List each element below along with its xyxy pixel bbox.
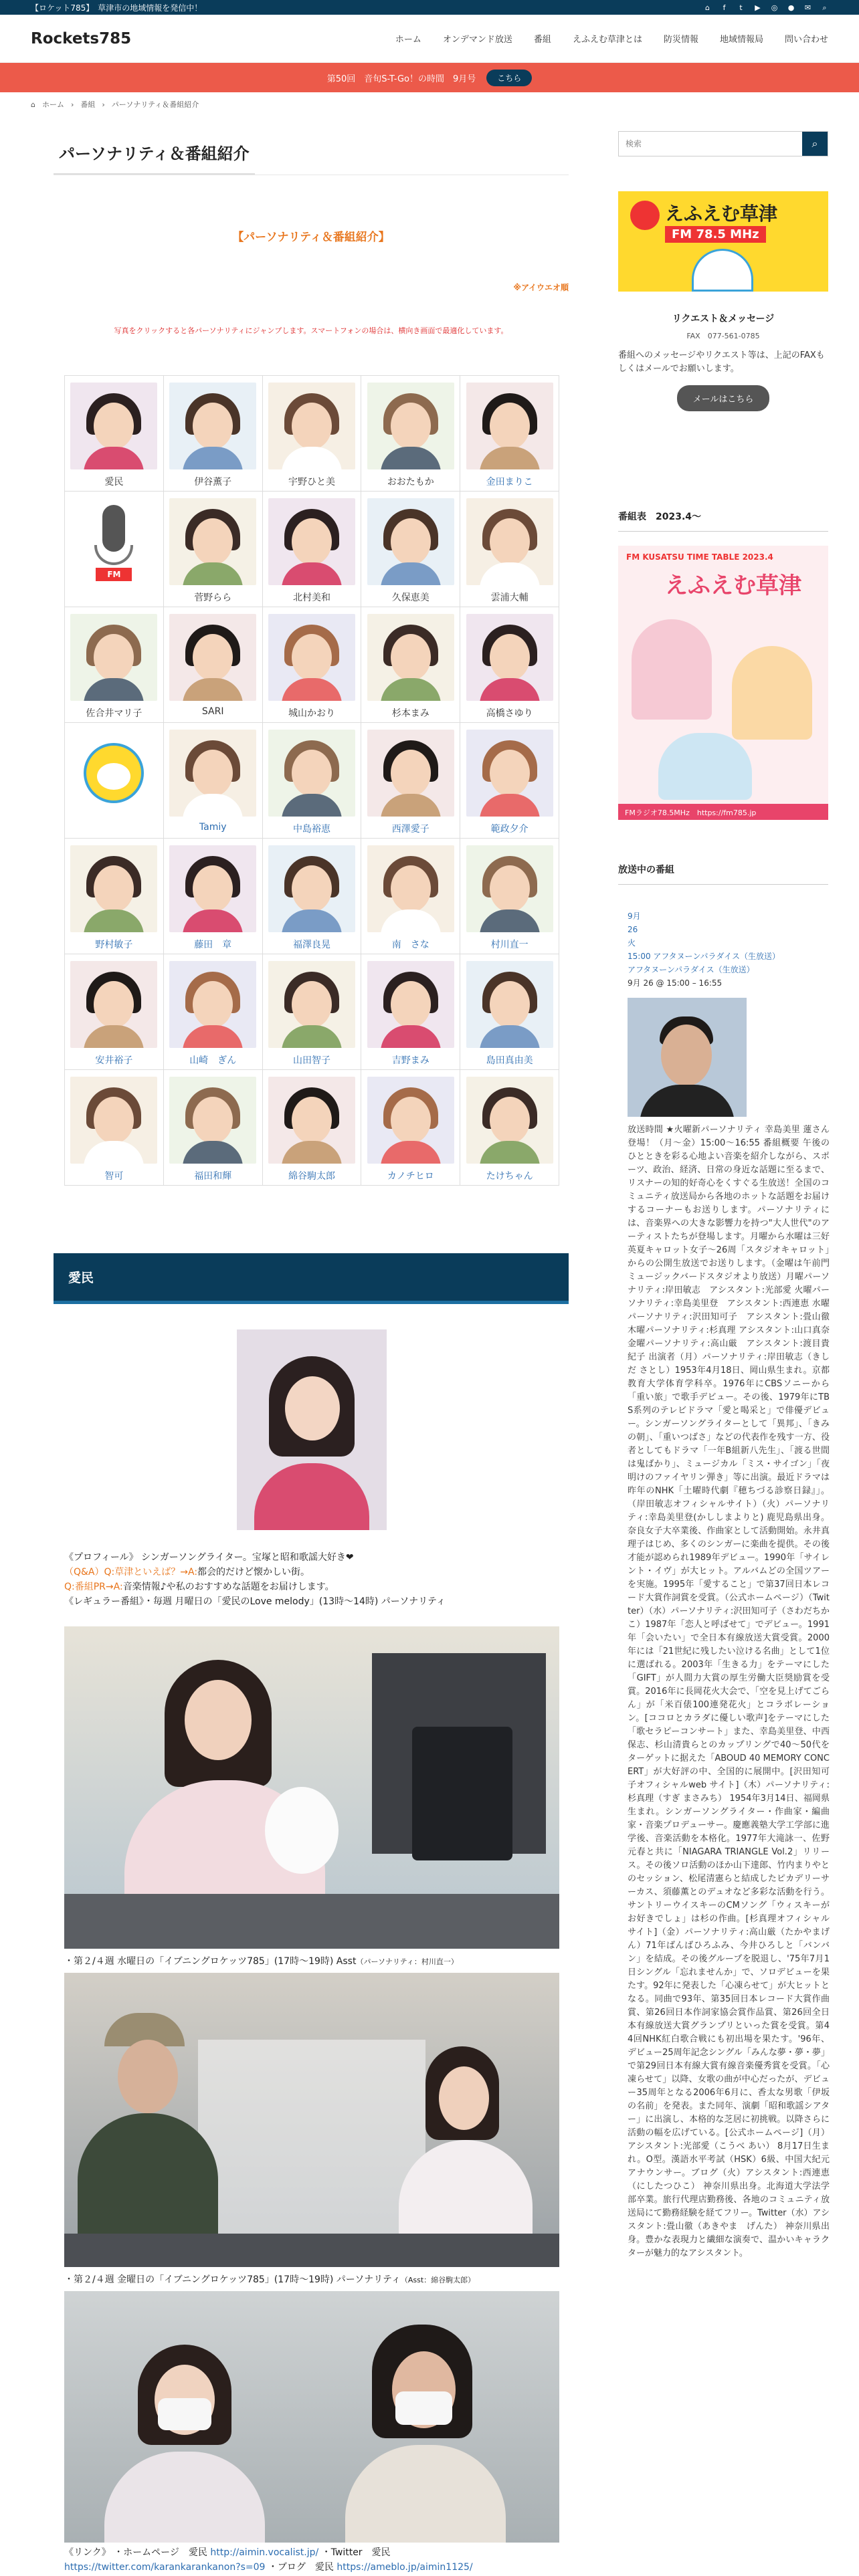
search-box	[618, 131, 828, 156]
personality-photo[interactable]	[70, 383, 157, 469]
personality-photo[interactable]	[466, 1077, 553, 1164]
personality-photo[interactable]	[268, 383, 355, 469]
personality-card[interactable]	[65, 1070, 164, 1186]
line-icon[interactable]: ●	[787, 3, 795, 12]
personality-photo[interactable]	[268, 845, 355, 932]
personality-card[interactable]	[65, 607, 164, 723]
personality-card[interactable]	[262, 492, 361, 607]
personality-photo[interactable]	[268, 498, 355, 585]
studio-photo-1	[64, 1626, 559, 1949]
personality-card[interactable]	[262, 1070, 361, 1186]
personality-card[interactable]	[65, 376, 164, 492]
personality-name[interactable]: 野村敏子	[95, 940, 133, 950]
personality-name[interactable]: 高橋さゆり	[486, 708, 533, 719]
onair-program-link[interactable]: 15:00 アフタヌーンパラダイス（生放送）	[628, 952, 780, 961]
personality-card[interactable]	[460, 376, 559, 492]
notice-text: 第50回 音旬S-T-Go！の時間 9月号	[326, 74, 476, 84]
profile-qa: （Q&A）Q:草津といえば？→A:都会的だけど懐かしい街。	[64, 1567, 310, 1578]
banner-frequency: FM 78.5 MHz	[665, 226, 766, 243]
personality-card[interactable]	[262, 723, 361, 839]
personality-photo[interactable]	[70, 1077, 157, 1164]
personality-row	[65, 376, 559, 492]
home-icon: ⌂	[31, 100, 35, 109]
mascot-icon	[692, 249, 753, 292]
onair-time: 9月 26 @ 15:00 – 16:55	[628, 978, 723, 988]
personality-name[interactable]: 山崎 ぎん	[189, 1055, 237, 1066]
personality-photo[interactable]	[268, 961, 355, 1048]
personality-name[interactable]: 久保恵美	[391, 593, 430, 603]
personality-row	[65, 954, 559, 1070]
personality-card[interactable]	[361, 723, 460, 839]
main-nav	[395, 32, 828, 45]
personality-name[interactable]: 智可	[104, 1171, 124, 1182]
personality-card[interactable]	[361, 376, 460, 492]
personality-name[interactable]: 中島裕恵	[292, 824, 330, 835]
personality-card[interactable]	[460, 954, 559, 1070]
banner-title: えふえむ草津	[665, 203, 778, 225]
personality-photo[interactable]	[367, 614, 454, 701]
personality-card[interactable]	[163, 954, 262, 1070]
personality-card[interactable]	[361, 492, 460, 607]
schedule-image[interactable]	[618, 546, 828, 820]
onair-widget	[618, 863, 828, 885]
personality-card[interactable]	[163, 492, 262, 607]
nav-about[interactable]: えふえむ草津とは	[572, 35, 642, 45]
personality-row	[65, 723, 559, 839]
twitter-link[interactable]: https://twitter.com/karankarankanon?s=09	[64, 2562, 266, 2573]
personality-photo[interactable]	[70, 961, 157, 1048]
personality-photo[interactable]	[367, 961, 454, 1048]
search-input[interactable]	[619, 132, 802, 156]
nav-contact[interactable]: 問い合わせ	[784, 35, 828, 45]
personality-photo[interactable]	[367, 730, 454, 817]
personality-name[interactable]: 宇野ひと美	[288, 477, 335, 488]
home-icon[interactable]: ⌂	[705, 3, 710, 12]
sidebar	[618, 131, 830, 2258]
schedule-name: えふえむ草津	[665, 572, 801, 599]
breadcrumb	[31, 99, 199, 110]
onair-day: 26	[628, 925, 638, 934]
personality-name[interactable]: 城山かおり	[288, 708, 335, 719]
personality-photo[interactable]	[367, 845, 454, 932]
personality-name[interactable]: 佐合井マリ子	[86, 708, 142, 719]
search-icon[interactable]: ⌕	[822, 3, 827, 12]
instagram-icon[interactable]: ◎	[771, 3, 778, 12]
personality-card[interactable]	[361, 607, 460, 723]
personality-photo[interactable]	[367, 1077, 454, 1164]
homepage-link[interactable]: http://aimin.vocalist.jp/	[210, 2547, 319, 2558]
onair-photo	[628, 998, 747, 1117]
onair-weekday: 火	[628, 938, 636, 948]
personality-card[interactable]	[163, 607, 262, 723]
search-button[interactable]	[802, 132, 828, 156]
personality-photo[interactable]	[466, 961, 553, 1048]
breadcrumb-programs[interactable]: 番組	[80, 100, 96, 109]
personality-photo[interactable]	[466, 614, 553, 701]
personality-row	[65, 1070, 559, 1186]
personality-photo[interactable]	[268, 614, 355, 701]
personality-card[interactable]	[163, 839, 262, 954]
topbar	[0, 0, 859, 15]
personality-photo[interactable]	[169, 383, 256, 469]
personality-photo[interactable]	[466, 730, 553, 817]
personality-card[interactable]	[262, 607, 361, 723]
profile-intro	[64, 1550, 559, 1609]
studio-photo-3	[64, 2291, 559, 2543]
personality-row	[65, 839, 559, 954]
personality-card[interactable]	[65, 723, 164, 839]
personality-card[interactable]	[361, 839, 460, 954]
chevron-right-icon: ›	[102, 100, 105, 109]
personality-name[interactable]: 雲浦大輔	[490, 593, 529, 603]
personality-name[interactable]: 伊谷薫子	[194, 477, 232, 488]
personality-photo[interactable]	[70, 845, 157, 932]
personality-photo[interactable]	[466, 383, 553, 469]
microphone-icon[interactable]: FM	[70, 498, 157, 585]
personality-name[interactable]: 島田真由美	[486, 1055, 533, 1066]
personality-name[interactable]: 南 さな	[391, 940, 430, 950]
page-title-wrap	[54, 131, 569, 175]
request-text: 番組へのメッセージやリクエスト等は、上記のFAXもしくはメールでお願いします。	[618, 350, 825, 374]
station-logo-icon	[630, 201, 660, 230]
nav-programs[interactable]: 番組	[533, 35, 551, 45]
schedule-widget	[618, 510, 828, 532]
onair-title: 放送中の番組	[618, 863, 828, 885]
personality-photo[interactable]	[466, 498, 553, 585]
personality-name[interactable]: 北村美和	[292, 593, 330, 603]
personality-card[interactable]	[460, 492, 559, 607]
personality-name[interactable]: 愛民	[104, 477, 124, 488]
personality-photo[interactable]	[169, 498, 256, 585]
personality-card[interactable]	[361, 954, 460, 1070]
personality-card[interactable]	[163, 1070, 262, 1186]
personality-card[interactable]	[65, 954, 164, 1070]
personality-photo[interactable]	[466, 845, 553, 932]
nav-home[interactable]: ホーム	[395, 35, 421, 45]
mail-icon[interactable]: ✉	[804, 3, 812, 12]
station-banner[interactable]	[618, 191, 828, 292]
personality-name[interactable]: カノチヒロ	[387, 1171, 434, 1182]
profile-pr: Q:番組PR→A:音楽情報♪や私のおすすめな話題をお届けします。	[64, 1582, 335, 1592]
personality-card[interactable]	[163, 723, 262, 839]
personality-name[interactable]: 金田まりこ	[486, 477, 533, 488]
blog-link[interactable]: https://ameblo.jp/aimin1125/	[337, 2562, 473, 2573]
personality-photo[interactable]	[268, 730, 355, 817]
personality-photo[interactable]	[169, 614, 256, 701]
personality-card[interactable]	[65, 492, 164, 607]
personality-name[interactable]: Tamiy	[199, 822, 227, 833]
profile-section-title: 愛民	[54, 1253, 569, 1304]
personality-photo[interactable]	[367, 383, 454, 469]
personality-card[interactable]	[262, 954, 361, 1070]
personality-name[interactable]: 山田智子	[292, 1055, 330, 1066]
personality-photo[interactable]	[268, 1077, 355, 1164]
schedule-footer: FMラジオ78.5MHz https://fm785.jp	[618, 804, 828, 820]
personality-card[interactable]	[361, 1070, 460, 1186]
caption-1: ・第２/４週 水曜日の「イブニングロケッツ785」(17時〜19時) Asst（パーソナリティ：村川直一）	[64, 1956, 458, 1967]
personality-name[interactable]: 村川直一	[490, 940, 529, 950]
profile-line: 《プロフィール》 シンガーソングライター。宝塚と昭和歌謡大好き❤	[64, 1552, 354, 1563]
onair-date	[628, 909, 828, 990]
personality-name[interactable]: 杉本まみ	[391, 708, 430, 719]
personality-photo[interactable]	[169, 1077, 256, 1164]
chevron-right-icon: ›	[70, 100, 74, 109]
personality-card[interactable]	[460, 1070, 559, 1186]
personality-card[interactable]	[65, 839, 164, 954]
social-links	[704, 4, 828, 11]
notice-button[interactable]: こちら	[486, 70, 532, 86]
request-title: リクエスト＆メッセージ	[672, 314, 775, 324]
site-logo[interactable]: Rockets785	[31, 29, 132, 47]
facebook-icon[interactable]: f	[723, 3, 726, 12]
breadcrumb-home[interactable]: ホーム	[41, 100, 64, 109]
personality-grid	[64, 375, 559, 1186]
mail-button[interactable]: メールはこちら	[677, 385, 770, 411]
personality-card[interactable]	[460, 839, 559, 954]
personality-card[interactable]	[262, 839, 361, 954]
section-heading: 【パーソナリティ＆番組紹介】	[232, 231, 390, 244]
onair-month: 9月	[628, 911, 641, 921]
instruction-note: 写真をクリックすると各パーソナリティにジャンプします。スマートフォンの場合は、横向き画面で最適化しています。	[114, 326, 508, 335]
personality-card[interactable]	[460, 723, 559, 839]
personality-name[interactable]: 西澤愛子	[391, 824, 430, 835]
personality-card[interactable]	[163, 376, 262, 492]
personality-name[interactable]: 福田和輝	[194, 1171, 232, 1182]
schedule-title: 番組表 2023.4〜	[618, 510, 828, 532]
main-content	[54, 131, 569, 1182]
studio-photo-2	[64, 1973, 559, 2267]
personality-name[interactable]: SARI	[201, 706, 224, 717]
topbar-notice: 【ロケット785】 草津市の地域情報を発信中！	[31, 3, 203, 13]
onair-description: 放送時間 ★火曜新パーソナリティ 幸島美里 蓮さん登場！（月〜金）15:00〜16:55 番組概要 午後のひとときを彩る心地よい音楽を紹介しながら、スポーツ、政治、経済、日常の身近な話題に至るまで、リスナーの知的好奇心をくすぐる生放送！全国のコミュニティ放送局から各地のホットな話題をお届けするコーナーもお送りします。パーソナリティには、音楽界への大きな影響力を持つ"大人世代"のアーティストたちが登場します。月曜から水曜は三好英夏キャロット女子〜26周「スタジオキャロット」からの公開生放送でお送りします。（金曜は午前門ミュージックバードスタジオより放送）月曜パーソナリティ:岸田敏志 アシスタント:光部愛 火曜パーソナリティ:幸島美里登 アシスタント:西連恵 水曜パーソナリティ:沢田知可子 アシスタント:畳山徹 木曜パーソナリティ:杉真理 アシスタント:山口真奈 金曜パーソナリティ:高山厳 アシスタント:渡目貴紀子 出演者（月）パーソナリティ:岸田敏志（きしだ さとし）1953年4月18日、岡山県生まれ。京都教育大学体育学科卒。1976年にCBSソニーから「重い旅」で歌手デビュー。その後、1979年にTBS系列のテレビドラマ「愛と喝采と」で俳優デビュー。シンガーソングライターとして「異邦」、「きみの朝」、「重いつばさ」などの代表作を残す一方、役者としてもドラマ「一年B組新八先生」、「渡る世間は鬼ばかり」、ミュージカル「ミス・サイゴン」「夜明けのファイヤリン弾き」等に出演。最近ドラマは昨年のNHK「土曜時代劇『穂ちづる診察日録』」。（岸田敏志オフィシャルサイト）（火）パーソナリティ:幸島美里登(かししまよりと) 鹿児島県出身。奈良女子大卒業後、作曲家として活動開始。永井真理子はじめ、多くのシンガーに楽曲を提供。その後才能が認められ1989年デビュー。1990年「サイレント・イヴ」が大ヒット。アルバムどの全国ツアーを実施。1995年「愛すること」で第37回日本レコード大賞作詞賞を受賞。（公式ホームページ）（Twitter）（水）パーソナリティ:沢田知可子（さわだちかこ）1987年「恋人と呼ばせて」でデビュー。1991年「会いたい」で全日本有線放送大賞受賞。2000年には「21世紀に残したい泣ける名曲」として1位に選ばれる。2003年「生きる力」をテーマにした「GIFT」が人間力大賞の厚生労働大臣奨励賞を受賞。2016年に長岡花火大会で、「空を見上げてごらん」が「米百俵100連発花火」とコラボレーション。[ココロとカラダに優しい歌声]をテーマにした「歌セラピーコンサート」また、幸島美里登、中西保志、杉山清貴らとのカップリングで40〜50代をターゲットに据えた「ABOUD 40 MEMORY CONCERT」が大好評の中、全国的に展開中。[沢田知可子オフィシャルweb サイト]（木）パーソナリティ:杉真理（すぎ まさみち） 1954年3月14日、福岡県生まれ。シンガーソングライター・作曲家・編曲家・音楽プロデューサー。慶應義塾大学工学部に進学後、音楽活動を本格化。1977年大滝詠一、佐野元春と共に「NIAGARA TRIANGLE Vol.2」リリース。その後ソロ活動のほか山下達郎、竹内まりやとのセッション、松尾清憲らと結成したピカデリーサーカス、須藤薫とのデュオなど多彩な活動を行う。サントリーウイスキーのCMソング「ウィスキーがお好きでしょ」は杉の作曲。[杉真理オフィシャルサイト]（金）パーソナリティ:高山厳（たかやまげん）71年ばんばひろふみ、今井ひろしと「バンバン」を結成。その後グループを脱退し、'75年7月1日シングル「忘れませんか」で、ソロデビューを果たす。92年に発表した「心凍らせて」が大ヒットとなる。同曲で93年、第35回日本レコード大賞作曲賞、第26回日本作詞家協会賞作品賞、第26回全日本有線放送大賞グランプリといった賞を受賞。第44回NHK紅白歌合戦にも初出場を果たす。'96年、デビュー25周年記念シングル「みんな夢・夢・夢」で第29回日本有線大賞有線音楽優秀賞を受賞。「心凍らせて」以降、女歌の曲が中心だったが、デビュー35周年となる2006年6月に、香太な男歌「伊坂の名前」を発表。また同年、演劇「昭和歌謡シアター」に出演し、本格的な芝居に初挑戦。以降さらに活動の幅を広げている。[公式ホームページ]（月）アシスタント:光部愛（こうべ あい） 8月17日生まれ。O型。漢語水平考試（HSK）6級、中国大紀元アナウンサー。ブログ（火）アシスタント:西連恵（にしたつひこ） 神奈川県出身。北海道大学法学部卒業。旅行代理店勤務後、各地のコミュニティ放送局にて勤務経験を経てフリー。Twitter（水）アシスタント:畳山徹（あきやま げんた） 神奈川県出身。豊かな表現力と繊細な演奏で、温かいキャラクターが魅力的なアシスタント。	[628, 1125, 830, 2258]
breadcrumb-current: パーソナリティ＆番組紹介	[111, 100, 199, 109]
profile-photo	[237, 1329, 387, 1530]
personality-photo[interactable]	[169, 845, 256, 932]
sort-note: ※アイウエオ順	[513, 283, 569, 292]
profile-links: 《リンク》 ・ホームページ 愛民 http://aimin.vocalist.jp/ ・Twitter 愛民 https://twitter.com/karankarankanon?s=09 ・ブログ 愛民 https://ameblo.jp/aimin1125/	[64, 2547, 473, 2573]
personality-name[interactable]: 安井裕子	[95, 1055, 133, 1066]
personality-row	[65, 492, 559, 607]
personality-name[interactable]: 範政夕介	[490, 824, 529, 835]
page-title: パーソナリティ＆番組紹介	[54, 131, 255, 175]
nav-disaster-info[interactable]: 防災情報	[663, 35, 698, 45]
personality-card[interactable]	[460, 607, 559, 723]
personality-row	[65, 607, 559, 723]
youtube-icon[interactable]: ▶	[755, 3, 761, 12]
caption-2: ・第２/４週 金曜日の「イブニングロケッツ785」(17時〜19時) パーソナリティ（Asst：綿谷駒太郎）	[64, 2274, 476, 2285]
personality-name[interactable]: 福澤良晃	[292, 940, 330, 950]
profile-regular: 《レギュラー番組》・毎週 月曜日の「愛民のLove melody」(13時〜14時) パーソナリティ	[64, 1596, 446, 1607]
fax-number: FAX 077-561-0785	[686, 332, 760, 340]
personality-photo[interactable]	[169, 961, 256, 1048]
personality-photo[interactable]	[169, 730, 256, 817]
personality-card[interactable]	[262, 376, 361, 492]
request-widget	[618, 312, 828, 411]
personality-photo[interactable]	[70, 614, 157, 701]
search-icon: ⌕	[812, 137, 818, 150]
onair-program-title[interactable]: アフタヌーンパラダイス（生放送）	[628, 965, 755, 974]
nav-on-demand[interactable]: オンデマンド放送	[442, 35, 512, 45]
twitter-icon[interactable]: t	[739, 3, 743, 12]
mascot-icon[interactable]	[70, 730, 157, 817]
notice-bar	[0, 63, 859, 92]
personality-photo[interactable]	[367, 498, 454, 585]
schedule-top: FM KUSATSU TIME TABLE 2023.4	[626, 552, 773, 562]
personality-name[interactable]: おおたもか	[387, 477, 434, 488]
personality-name[interactable]: 藤田 章	[194, 940, 232, 950]
site-header	[0, 15, 859, 63]
personality-name[interactable]: 吉野まみ	[391, 1055, 430, 1066]
personality-name[interactable]: たけちゃん	[486, 1171, 533, 1182]
nav-local-info[interactable]: 地域情報局	[719, 35, 763, 45]
personality-name[interactable]: 菅野らら	[194, 593, 232, 603]
personality-name[interactable]: 綿谷駒太郎	[288, 1171, 335, 1182]
